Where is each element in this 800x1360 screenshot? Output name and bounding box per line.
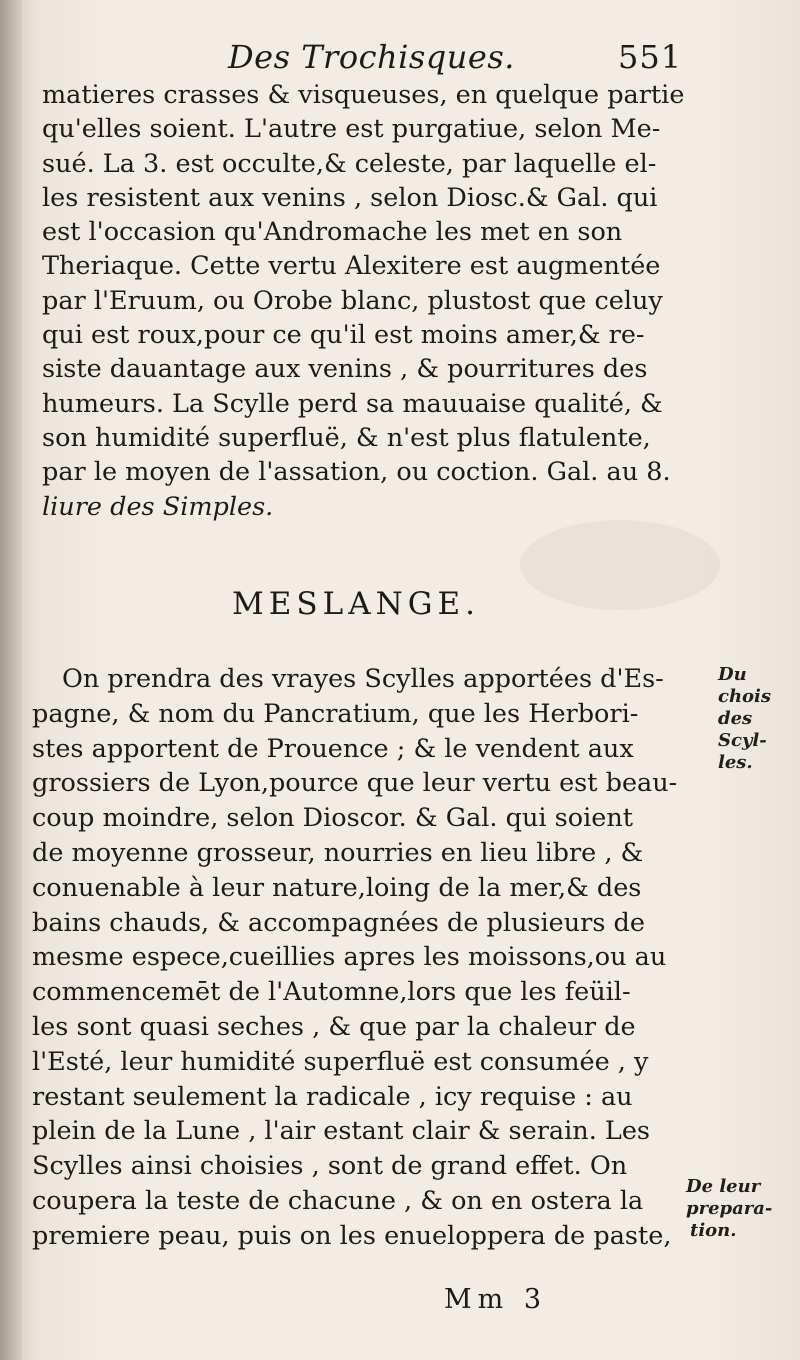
signature-mark: Mm 3 — [444, 1284, 548, 1315]
text-line: mesme espece,cueillies apres les moissons,ou au — [32, 942, 667, 973]
text-line: les resistent aux venins , selon Diosc.& Gal. qui — [42, 182, 658, 213]
text-line-italic: liure des Simples. — [42, 491, 274, 522]
margin-note-line: De leur — [686, 1176, 761, 1197]
text-line: humeurs. La Scylle perd sa mauuaise qualité, & — [42, 388, 663, 419]
text-line: pagne, & nom du Pancratium, que les Herbori- — [32, 698, 639, 729]
text-line: restant seulement la radicale , icy requise : au — [32, 1081, 633, 1112]
text-line: conuenable à leur nature,loing de la mer,& des — [32, 872, 642, 903]
page-gutter-shadow — [0, 0, 22, 1360]
paragraph-1 — [42, 78, 690, 524]
margin-note-line: les. — [718, 752, 753, 773]
text-line: premiere peau, puis on les enueloppera de paste, — [32, 1220, 672, 1251]
text-line: qu'elles soient. L'autre est purgatiue, selon Me- — [42, 114, 661, 145]
text-line: siste dauantage aux venins , & pourritures des — [42, 354, 648, 385]
paper-stain — [520, 520, 720, 610]
text-line: commencemēt de l'Automne,lors que les feüil- — [32, 977, 631, 1008]
text-line: Theriaque. Cette vertu Alexitere est augmentée — [42, 251, 661, 282]
text-line: est l'occasion qu'Andromache les met en son — [42, 217, 623, 248]
text-line: On prendra des vrayes Scylles apportées d'Es- — [62, 664, 664, 694]
running-title: Des Trochisques. — [228, 38, 515, 76]
text-line: matieres crasses & visqueuses, en quelque partie — [42, 80, 685, 110]
text-line: les sont quasi seches , & que par la chaleur de — [32, 1011, 636, 1042]
text-line: Scylles ainsi choisies , sont de grand effet. On — [32, 1151, 628, 1182]
text-line: stes apportent de Prouence ; & le vendent aux — [32, 733, 634, 764]
margin-note-line: Du chois — [718, 664, 772, 707]
text-line: bains chauds, & accompagnées de plusieurs de — [32, 907, 645, 938]
text-line: par le moyen de l'assation, ou coction. Gal. au 8. — [42, 457, 671, 488]
paragraph-2 — [32, 662, 692, 1254]
text-line: de moyenne grosseur, nourries en lieu libre , & — [32, 837, 644, 868]
text-line: coupera la teste de chacune , & on en ostera la — [32, 1185, 644, 1216]
margin-note-line: des Scyl- — [718, 708, 767, 751]
margin-note-line: prepara- — [686, 1198, 773, 1219]
text-line: sué. La 3. est occulte,& celeste, par laquelle el- — [42, 148, 657, 179]
text-line: l'Esté, leur humidité superfluë est consumée , y — [32, 1046, 649, 1077]
text-line: par l'Eruum, ou Orobe blanc, plustost que celuy — [42, 285, 663, 316]
text-line: grossiers de Lyon,pource que leur vertu est beau- — [32, 768, 678, 799]
margin-note-preparation — [686, 1176, 796, 1242]
text-line: qui est roux,pour ce qu'il est moins amer,& re- — [42, 320, 645, 351]
section-heading: MESLANGE. — [232, 586, 480, 622]
text-line: plein de la Lune , l'air estant clair & serain. Les — [32, 1116, 651, 1147]
margin-note-choice — [718, 664, 798, 774]
text-line: son humidité superfluë, & n'est plus flatulente, — [42, 422, 651, 453]
margin-note-line: tion. — [690, 1220, 737, 1241]
page-number: 551 — [618, 38, 683, 76]
text-line: coup moindre, selon Dioscor. & Gal. qui soient — [32, 803, 634, 834]
